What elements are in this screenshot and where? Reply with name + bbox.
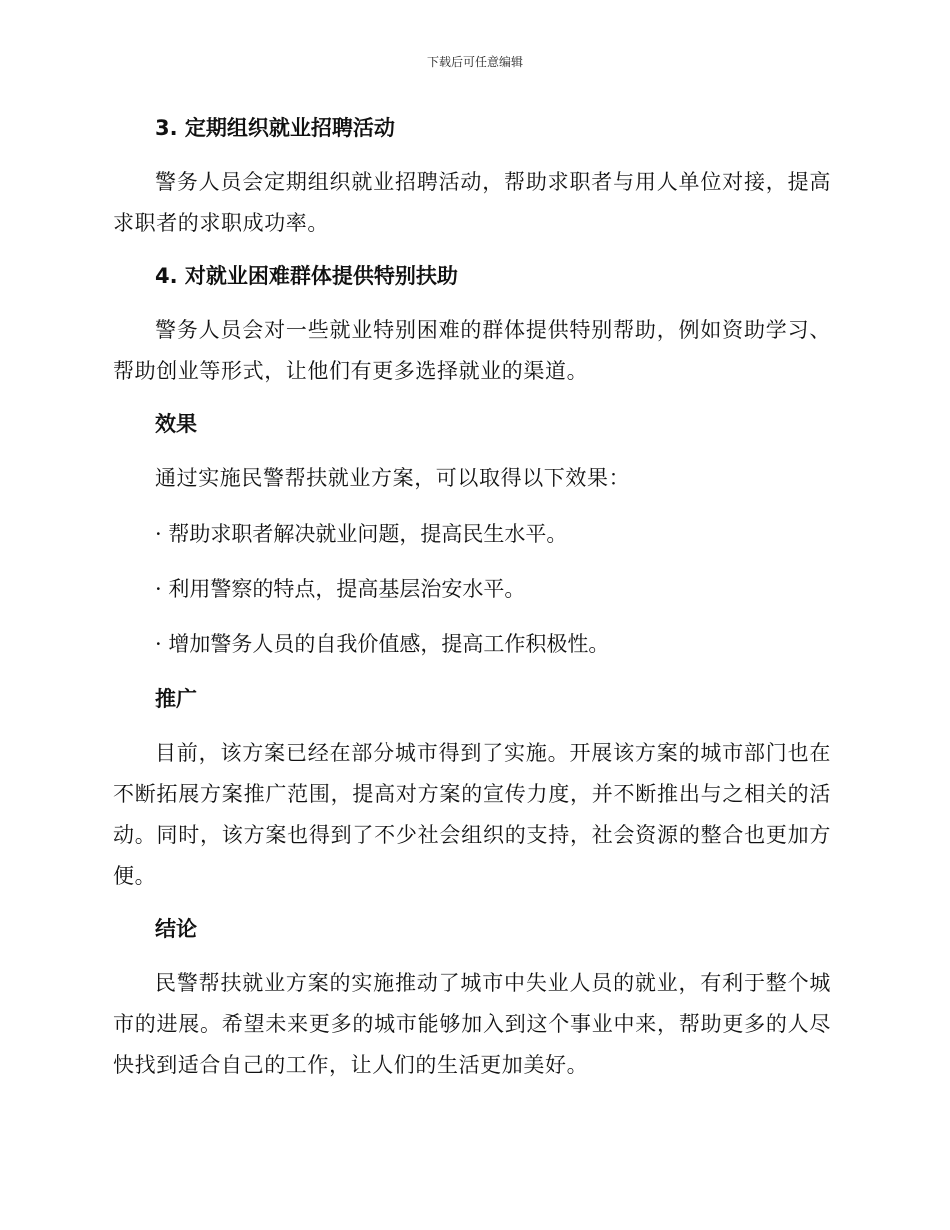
effect-bullet: · 增加警务人员的自我价值感，提高工作积极性。 xyxy=(155,632,610,656)
section-4-paragraph: 警务人员会对一些就业特别困难的群体提供特别帮助，例如资助学习、帮助创业等形式，让他们有更多选择就业的渠道。 xyxy=(113,318,831,383)
section-3-paragraph: 警务人员会定期组织就业招聘活动，帮助求职者与用人单位对接，提高求职者的求职成功率。 xyxy=(113,170,831,235)
effect-intro: 通过实施民警帮扶就业方案，可以取得以下效果： xyxy=(155,466,631,490)
effect-bullet: · 帮助求职者解决就业问题，提高民生水平。 xyxy=(155,522,568,546)
conclusion-paragraph: 民警帮扶就业方案的实施推动了城市中失业人员的就业，有利于整个城市的进展。希望未来更多的城市能够加入到这个事业中来，帮助更多的人尽快找到适合自己的工作，让人们的生活更加美好。 xyxy=(113,971,831,1077)
promotion-heading: 推广 xyxy=(155,687,197,711)
header-note: 下载后可任意编辑 xyxy=(426,55,523,69)
effect-heading: 效果 xyxy=(155,412,197,436)
effect-bullet: · 利用警察的特点，提高基层治安水平。 xyxy=(155,577,526,601)
promotion-paragraph: 目前，该方案已经在部分城市得到了实施。开展该方案的城市部门也在不断拓展方案推广范围，提高对方案的宣传力度，并不断推出与之相关的活动。同时，该方案也得到了不少社会组织的支持，社会资源的整合也更加方便。 xyxy=(113,741,831,888)
section-4-heading: 4. 对就业困难群体提供特别扶助 xyxy=(155,264,458,288)
conclusion-heading: 结论 xyxy=(155,917,197,941)
document-body xyxy=(113,108,831,1086)
section-3-heading: 3. 定期组织就业招聘活动 xyxy=(155,116,395,140)
